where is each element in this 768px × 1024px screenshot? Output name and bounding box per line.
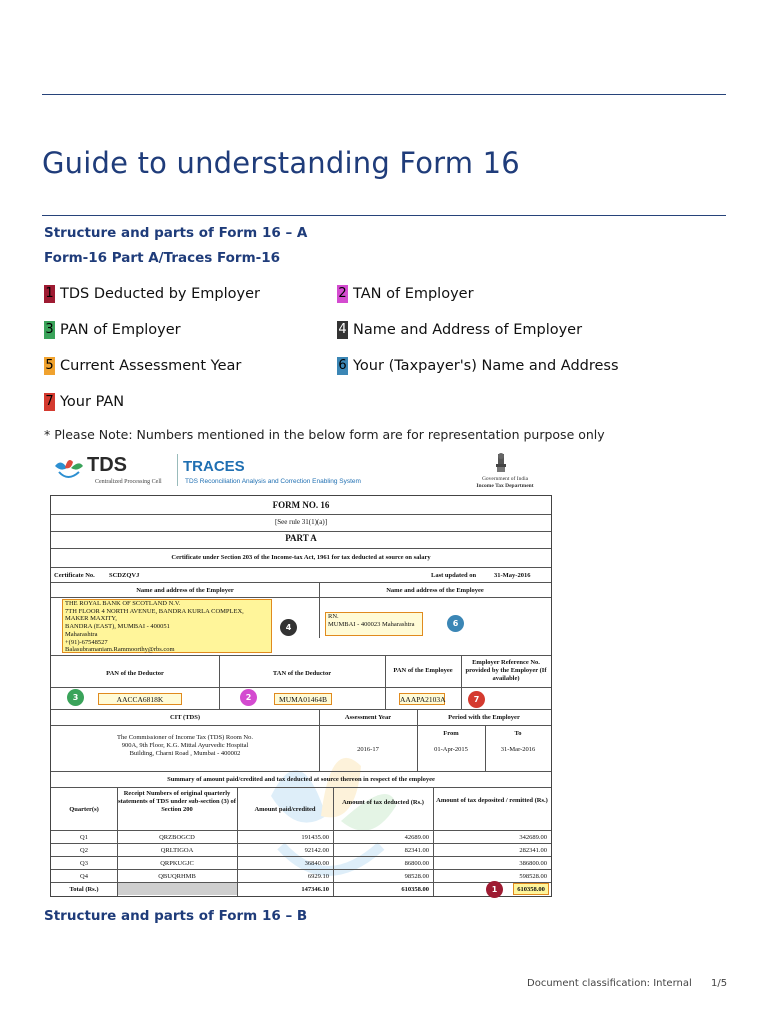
legend-label: Your PAN [60,394,125,410]
marker-1: 1 [486,881,503,898]
legend-label: Your (Taxpayer's) Name and Address [353,358,619,374]
marker-6: 6 [447,615,464,632]
legend-item-assessment-year [44,357,241,375]
divider [51,787,551,788]
tan-deductor-value: MUMA01464B [274,693,332,705]
form16-image [45,448,555,900]
page-number: 1/5 [711,978,728,989]
cert-no-label: Certificate No. [54,572,95,579]
employer-address-line: BANDRA (EAST), MUMBAI - 400051 [65,623,170,631]
title-rule [42,215,726,216]
divider [51,843,551,844]
divider [51,709,551,710]
logo-divider [177,454,178,486]
employee-head: Name and address of the Employee [386,587,484,594]
total-receipt-blank [118,883,237,895]
total-amount-paid: 147346.10 [301,886,329,893]
total-tax-deposited: 610358.00 [513,883,549,895]
divider [51,725,551,726]
legend-number-3: 3 [45,322,54,337]
period-head: Period with the Employer [448,714,520,721]
cell-receipt: QRZBOGCD [159,834,195,841]
total-tax-deducted: 610358.00 [401,886,429,893]
employer-address-line: THE ROYAL BANK OF SCOTLAND N.V. [65,600,181,607]
legend-number-5: 5 [45,358,54,373]
period-to-value: 31-Mar-2016 [500,746,536,753]
tds-subtitle: Centralized Processing Cell [95,479,162,485]
pan-employee-value: AAAPA2103A [400,695,446,704]
last-updated-value: 31-May-2016 [494,572,531,579]
legend-number-4: 4 [338,322,347,337]
divider [51,531,551,532]
cell-tax-deducted: 42689.00 [404,834,429,841]
period-to-label: To [514,730,522,737]
divider [219,655,220,709]
cell-quarter: Q3 [80,860,88,867]
divider [51,567,551,568]
assessment-year-head: Assessment Year [344,714,392,721]
form-header-logos [45,448,555,494]
cell-tax-deducted: 98528.00 [404,873,429,880]
legend-label: Current Assessment Year [60,358,242,374]
cell-receipt: QRPKUGJC [160,860,194,867]
pan-deductor-value: AACCA6818K [98,693,182,705]
cit-head: CIT (TDS) [169,714,201,721]
employer-address [65,600,275,654]
gov-line-2: Income Tax Department [476,482,534,489]
divider [51,856,551,857]
last-updated-label: Last updated on [431,572,477,579]
period-from-value: 01-Apr-2015 [434,746,468,753]
legend-label: TDS Deducted by Employer [60,286,260,302]
gov-caption [469,476,541,489]
cell-amount-paid: 36840.00 [304,860,329,867]
legend-number-1: 1 [45,286,54,301]
cell-amount-paid: 6929.10 [307,873,329,880]
representation-note: * Please Note: Numbers mentioned in the below form are for representation purpose only [44,427,605,442]
legend-label: Name and Address of Employer [353,322,583,338]
document-classification: Document classification: Internal [527,978,692,989]
form-table [50,495,552,897]
tan-deductor-head: TAN of the Deductor [272,670,332,677]
tds-leaf-icon [51,456,85,480]
certificate-heading: Certificate under Section 203 of the Income-tax Act, 1961 for tax deducted at source on salary [171,554,431,561]
marker-7: 7 [468,691,485,708]
divider [51,687,551,688]
cell-quarter: Q2 [80,847,88,854]
marker-4: 4 [280,619,297,636]
legend-item-your-pan [44,393,124,411]
legend-label: PAN of Employer [60,322,181,338]
cell-receipt: QBUQRHMB [158,873,196,880]
table-header-tax-deducted: Amount of tax deducted (Rs.) [342,799,424,806]
page-title: Guide to understanding Form 16 [42,146,520,180]
legend-number-6: 6 [338,358,347,373]
cell-tax-deducted: 86800.00 [404,860,429,867]
divider [51,655,551,656]
marker-2: 2 [240,689,257,706]
employer-address-line: Balasubramaniam.Rammoorthy@rbs.com [65,646,175,654]
subheading-part-b: Structure and parts of Form 16 – B [44,908,308,924]
cell-tax-deposited: 342689.00 [519,834,547,841]
employee-address-line: RN. [328,613,339,620]
employee-address-box [325,612,423,636]
divider [51,597,551,598]
cell-tax-deposited: 282341.00 [519,847,547,854]
cell-tax-deducted: 82341.00 [404,847,429,854]
divider [51,869,551,870]
employer-address-line: MAKER MAXITY, [65,615,117,623]
divider [51,830,551,831]
employer-head: Name and address of the Employer [136,587,234,594]
divider [417,709,418,771]
legend-number-7: 7 [45,394,54,409]
divider [319,582,320,638]
traces-subtitle: TDS Reconciliation Analysis and Correction Enabling System [185,478,361,485]
top-rule [42,94,726,95]
divider [385,655,386,709]
legend-number-2: 2 [338,286,347,301]
legend-label: TAN of Employer [353,286,474,302]
assessment-year-value: 2016-17 [357,746,379,753]
total-label: Total (Rs.) [69,886,99,893]
cert-no-value: SCDZQVJ [109,572,140,579]
period-from-label: From [443,730,459,737]
divider [51,548,551,549]
traces-logo-text: TRACES [183,458,245,475]
legend-item-taxpayer-address [337,357,619,375]
cell-tax-deposited: 386800.00 [519,860,547,867]
marker-3: 3 [67,689,84,706]
subheading-traces: Form-16 Part A/Traces Form-16 [44,250,281,266]
table-header-tax-deposited: Amount of tax deposited / remitted (Rs.) [436,797,548,804]
table-header-receipt: Receipt Numbers of original quarterly statements of TDS under sub-section (3) of Section 200 [118,790,236,813]
divider [319,709,320,771]
employer-address-line: 7TH FLOOR 4 NORTH AVENUE, BANDRA KURLA COMPLEX, [65,607,244,615]
gov-line-1: Government of India [481,476,529,482]
legend-item-tan [337,285,474,303]
employer-address-line: +(91)-67548527 [65,638,108,646]
employee-address-line: MUMBAI - 400023 Maharashtra [328,621,415,628]
subheading-part-a: Structure and parts of Form 16 – A [44,225,308,241]
cit-address: The Commissioner of Income Tax (TDS) Room No. 900A, 9th Floor, K.G. Mittal Ayurvedic Hospital Building, Charni Road , Mumbai - 400002 [117,734,253,757]
cell-amount-paid: 92142.00 [304,847,329,854]
see-rule: [See rule 31(1)(a)] [274,518,328,526]
cell-amount-paid: 191435.00 [301,834,329,841]
divider [51,771,551,772]
table-header-quarter: Quarter(s) [69,806,99,813]
divider [51,514,551,515]
cell-quarter: Q1 [80,834,88,841]
national-emblem-icon [493,452,509,474]
divider [51,582,551,583]
part-label: PART A [285,533,317,543]
cell-receipt: QRLTIGOA [160,847,194,854]
employer-address-line: Maharashtra [65,630,98,638]
form-number: FORM NO. 16 [272,500,330,510]
legend-item-tds-deducted [44,285,260,303]
divider [461,655,462,709]
tds-logo-text: TDS [87,454,127,476]
legend-item-employer-address [337,321,582,339]
cell-tax-deposited: 598528.00 [519,873,547,880]
summary-heading: Summary of amount paid/credited and tax deducted at source thereon in respect of the employee [167,776,435,783]
cell-quarter: Q4 [80,873,88,880]
legend-item-pan-employer [44,321,181,339]
employer-ref-head: Employer Reference No. provided by the Employer (If available) [465,659,547,682]
table-header-amount-paid: Amount paid/credited [254,806,316,813]
pan-employee-head: PAN of the Employee [393,667,453,674]
pan-deductor-head: PAN of the Deductor [106,670,164,677]
